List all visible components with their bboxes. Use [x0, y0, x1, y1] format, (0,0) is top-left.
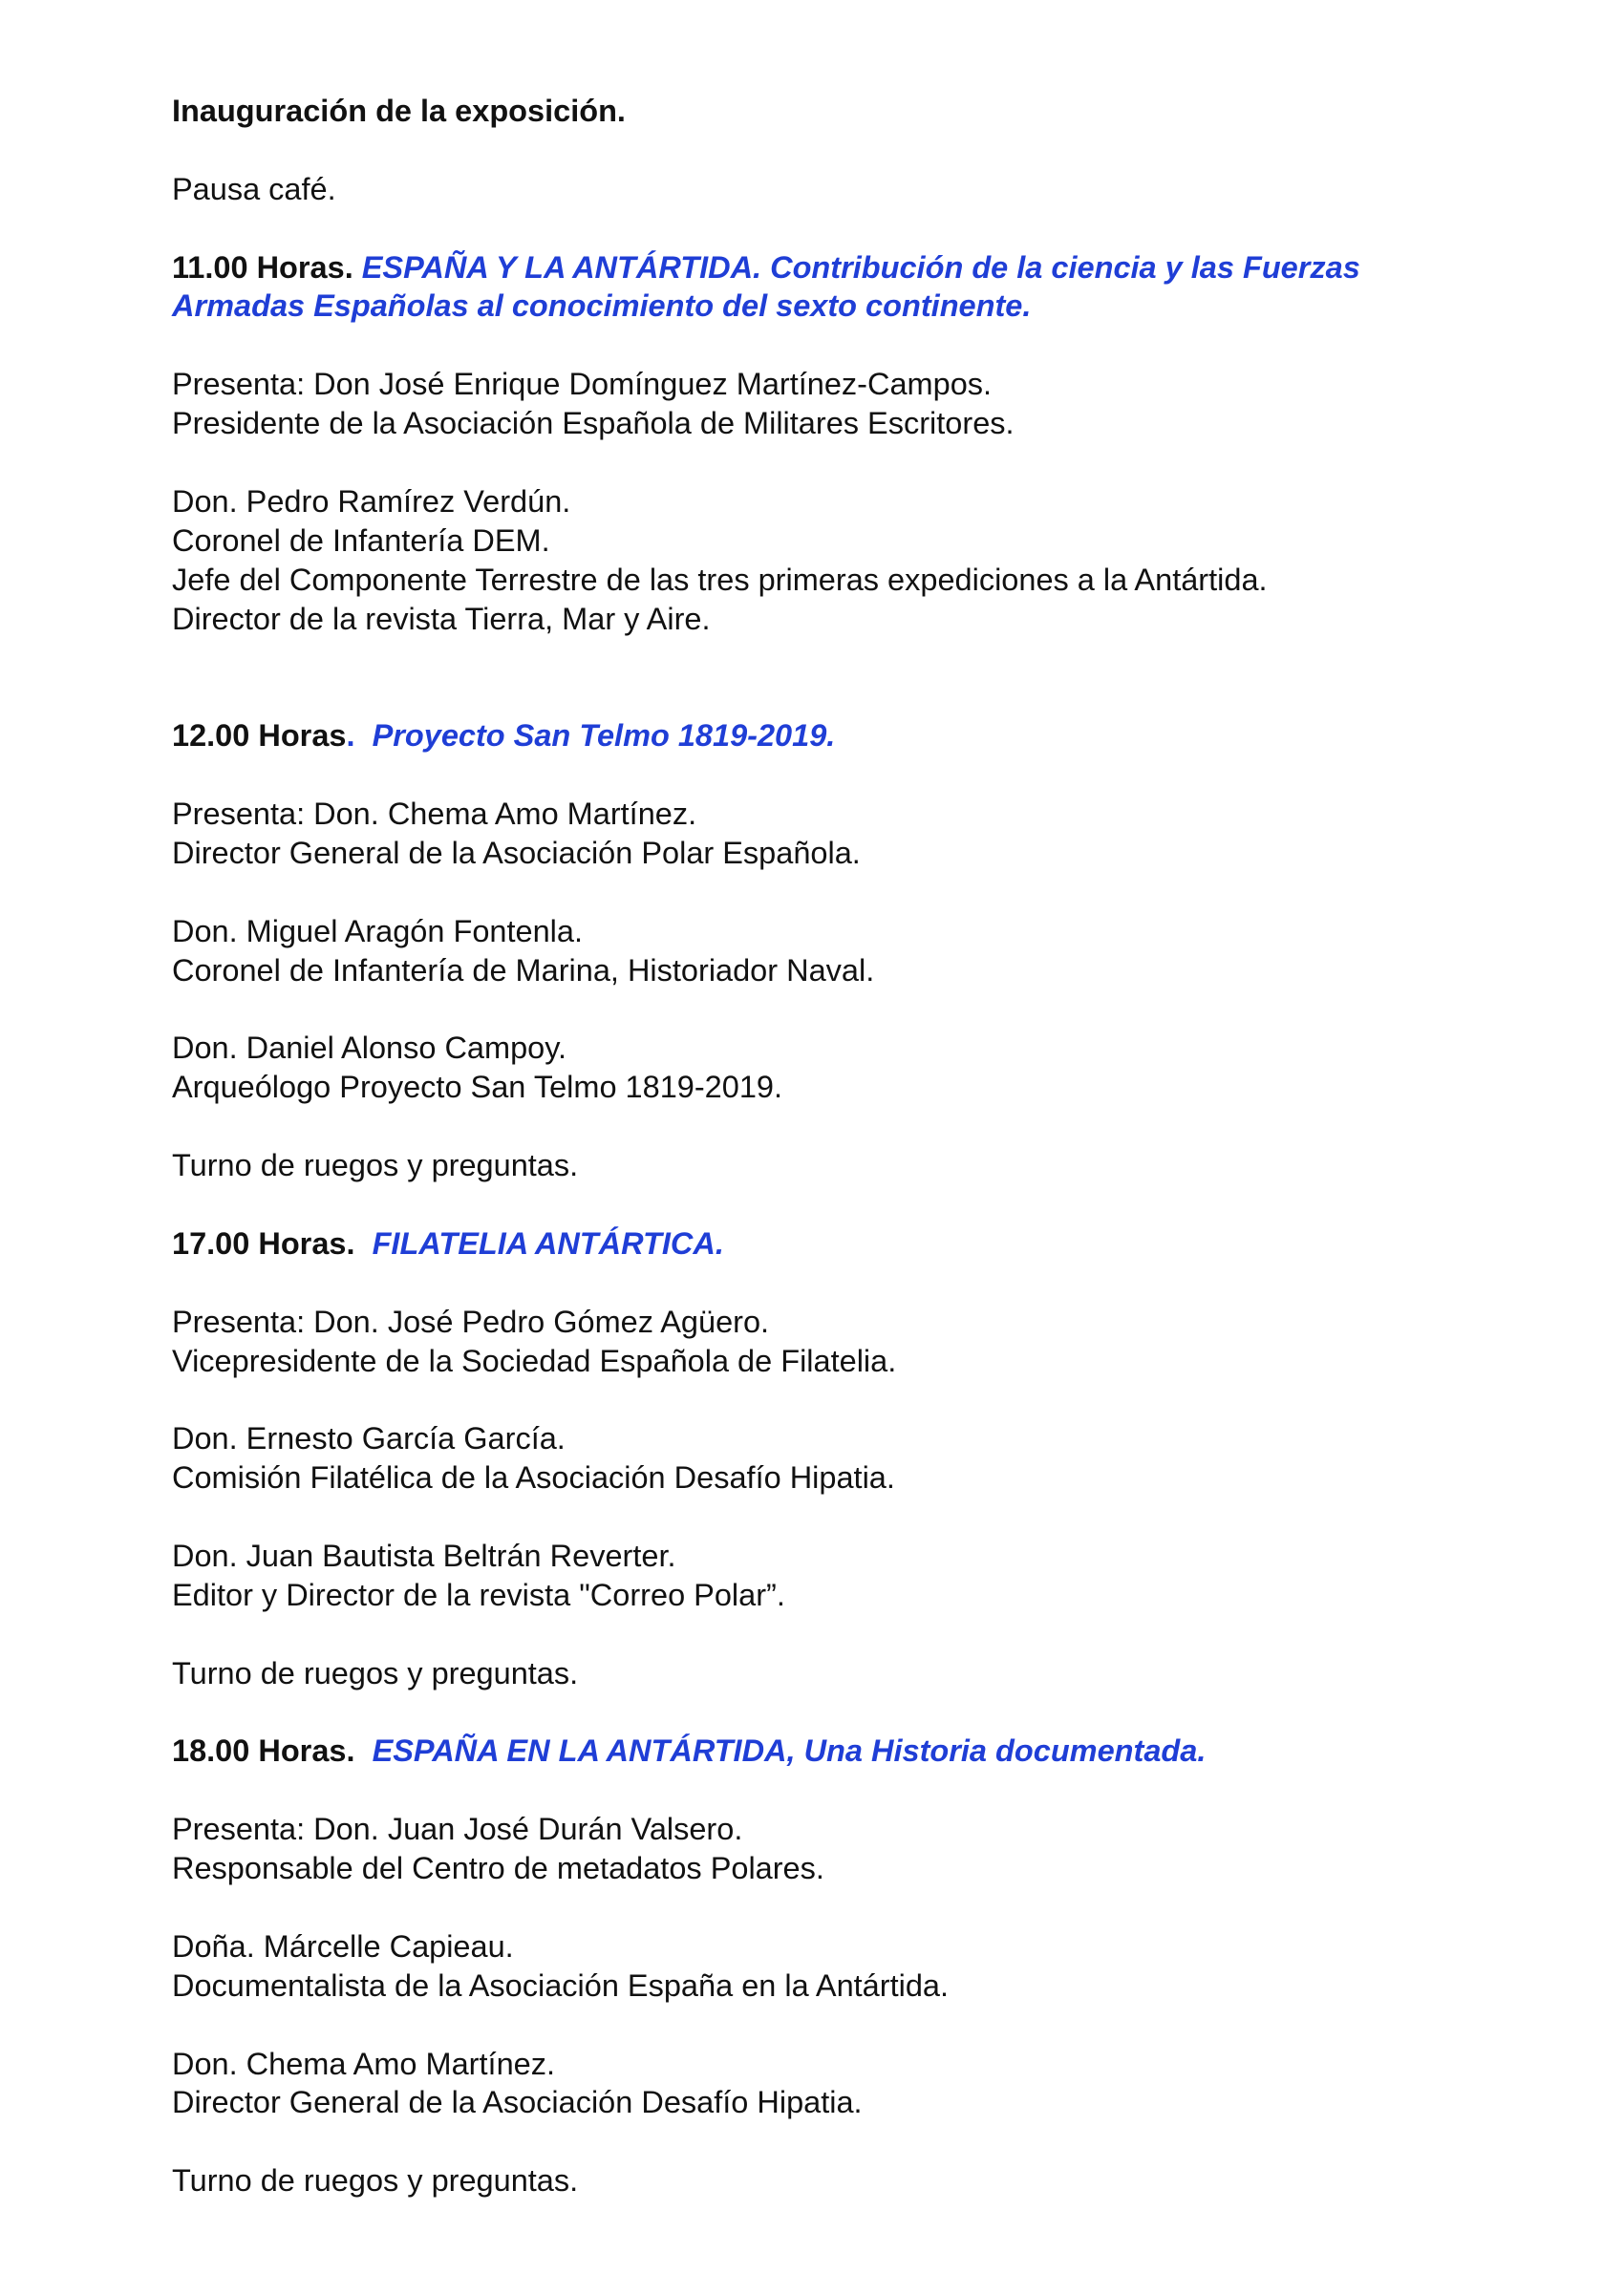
session-heading [172, 248, 1490, 287]
questions-turn: Turno de ruegos y preguntas. [172, 1655, 579, 1690]
session-title: ESPAÑA Y LA ANTÁRTIDA. Contribución de la ciencia y las Fuerzas [361, 249, 1360, 285]
session-time: 11.00 Horas [172, 249, 345, 285]
speaker-name: Don. Miguel Aragón Fontenla. [172, 913, 583, 948]
blank-line [172, 1771, 1490, 1810]
session-time: 12.00 Horas [172, 718, 347, 754]
presenter-name: Presenta: Don. Juan José Durán Valsero. [172, 1812, 743, 1847]
speaker-role: Jefe del Componente Terrestre de las tres primeras expediciones a la Antártida. [172, 562, 1268, 597]
blank-line [172, 1615, 1490, 1654]
presenter-role: Director General de la Asociación Polar Española. [172, 835, 861, 870]
session-title: Proyecto San Telmo 1819-2019. [372, 718, 836, 754]
blank-line [172, 1264, 1490, 1303]
questions-turn: Turno de ruegos y preguntas. [172, 1148, 579, 1183]
session-time: 18.00 Horas [172, 1733, 347, 1769]
blank-line [172, 2006, 1490, 2045]
speaker-role: Director de la revista Tierra, Mar y Aire. [172, 601, 711, 636]
speaker-name: Don. Juan Bautista Beltrán Reverter. [172, 1538, 676, 1573]
blank-line [172, 1380, 1490, 1419]
blank-line [172, 1107, 1490, 1146]
speaker-role: Arqueólogo Proyecto San Telmo 1819-2019. [172, 1070, 783, 1105]
speaker-name: Don. Chema Amo Martínez. [172, 2046, 555, 2081]
program-text [172, 92, 1490, 2200]
speaker-role: Editor y Director de la revista "Correo Polar”. [172, 1577, 785, 1612]
session-title: ESPAÑA EN LA ANTÁRTIDA, Una Historia documentada. [372, 1733, 1207, 1769]
session-heading [172, 1224, 1490, 1264]
session-heading [172, 1732, 1490, 1771]
speaker-name: Don. Daniel Alonso Campoy. [172, 1031, 567, 1066]
presenter-role: Presidente de la Asociación Española de Militares Escritores. [172, 406, 1015, 441]
session-1700 [172, 1224, 1490, 1733]
speaker-role: Documentalista de la Asociación España en la Antártida. [172, 1967, 950, 2003]
blank-line [172, 443, 1490, 482]
session-title: FILATELIA ANTÁRTICA. [372, 1225, 724, 1261]
blank-line [172, 209, 1490, 248]
blank-line [172, 131, 1490, 170]
presenter-role: Vicepresidente de la Sociedad Española de Filatelia. [172, 1343, 897, 1378]
blank-line [172, 873, 1490, 912]
opening-heading: Inauguración de la exposición. [172, 94, 626, 128]
session-1800 [172, 1732, 1490, 2200]
blank-line [172, 677, 1490, 716]
session-1100 [172, 248, 1490, 717]
blank-line [172, 326, 1490, 365]
session-time-dot: . [346, 1225, 355, 1261]
session-time: 17.00 Horas [172, 1225, 347, 1261]
speaker-role: Comisión Filatélica de la Asociación Desafío Hipatia. [172, 1460, 895, 1496]
blank-line [172, 755, 1490, 795]
presenter-name: Presenta: Don. José Pedro Gómez Agüero. [172, 1304, 770, 1339]
presenter-role: Responsable del Centro de metadatos Polares. [172, 1851, 824, 1886]
speaker-name: Don. Ernesto García García. [172, 1421, 566, 1456]
speaker-role: Coronel de Infantería DEM. [172, 522, 550, 558]
blank-line [172, 1185, 1490, 1224]
session-time-dot: . [344, 249, 353, 285]
session-1200 [172, 716, 1490, 1224]
speaker-role: Coronel de Infantería de Marina, Historiador Naval. [172, 952, 875, 988]
speaker-role: Director General de la Asociación Desafío Hipatia. [172, 2085, 863, 2120]
session-time-dot: . [346, 718, 355, 754]
session-heading [172, 716, 1490, 755]
blank-line [172, 1498, 1490, 1537]
session-title-continued: Armadas Españolas al conocimiento del sexto continente. [172, 288, 1032, 324]
blank-line [172, 2122, 1490, 2161]
blank-line [172, 1693, 1490, 1733]
blank-line [172, 989, 1490, 1029]
speaker-name: Don. Pedro Ramírez Verdún. [172, 483, 571, 519]
blank-line [172, 638, 1490, 677]
blank-line [172, 1888, 1490, 1927]
coffee-break: Pausa café. [172, 171, 336, 206]
speaker-name: Doña. Márcelle Capieau. [172, 1928, 514, 1964]
presenter-name: Presenta: Don. Chema Amo Martínez. [172, 797, 697, 832]
session-time-dot: . [346, 1733, 355, 1769]
presenter-name: Presenta: Don José Enrique Domínguez Martínez-Campos. [172, 367, 993, 402]
questions-turn: Turno de ruegos y preguntas. [172, 2163, 579, 2199]
